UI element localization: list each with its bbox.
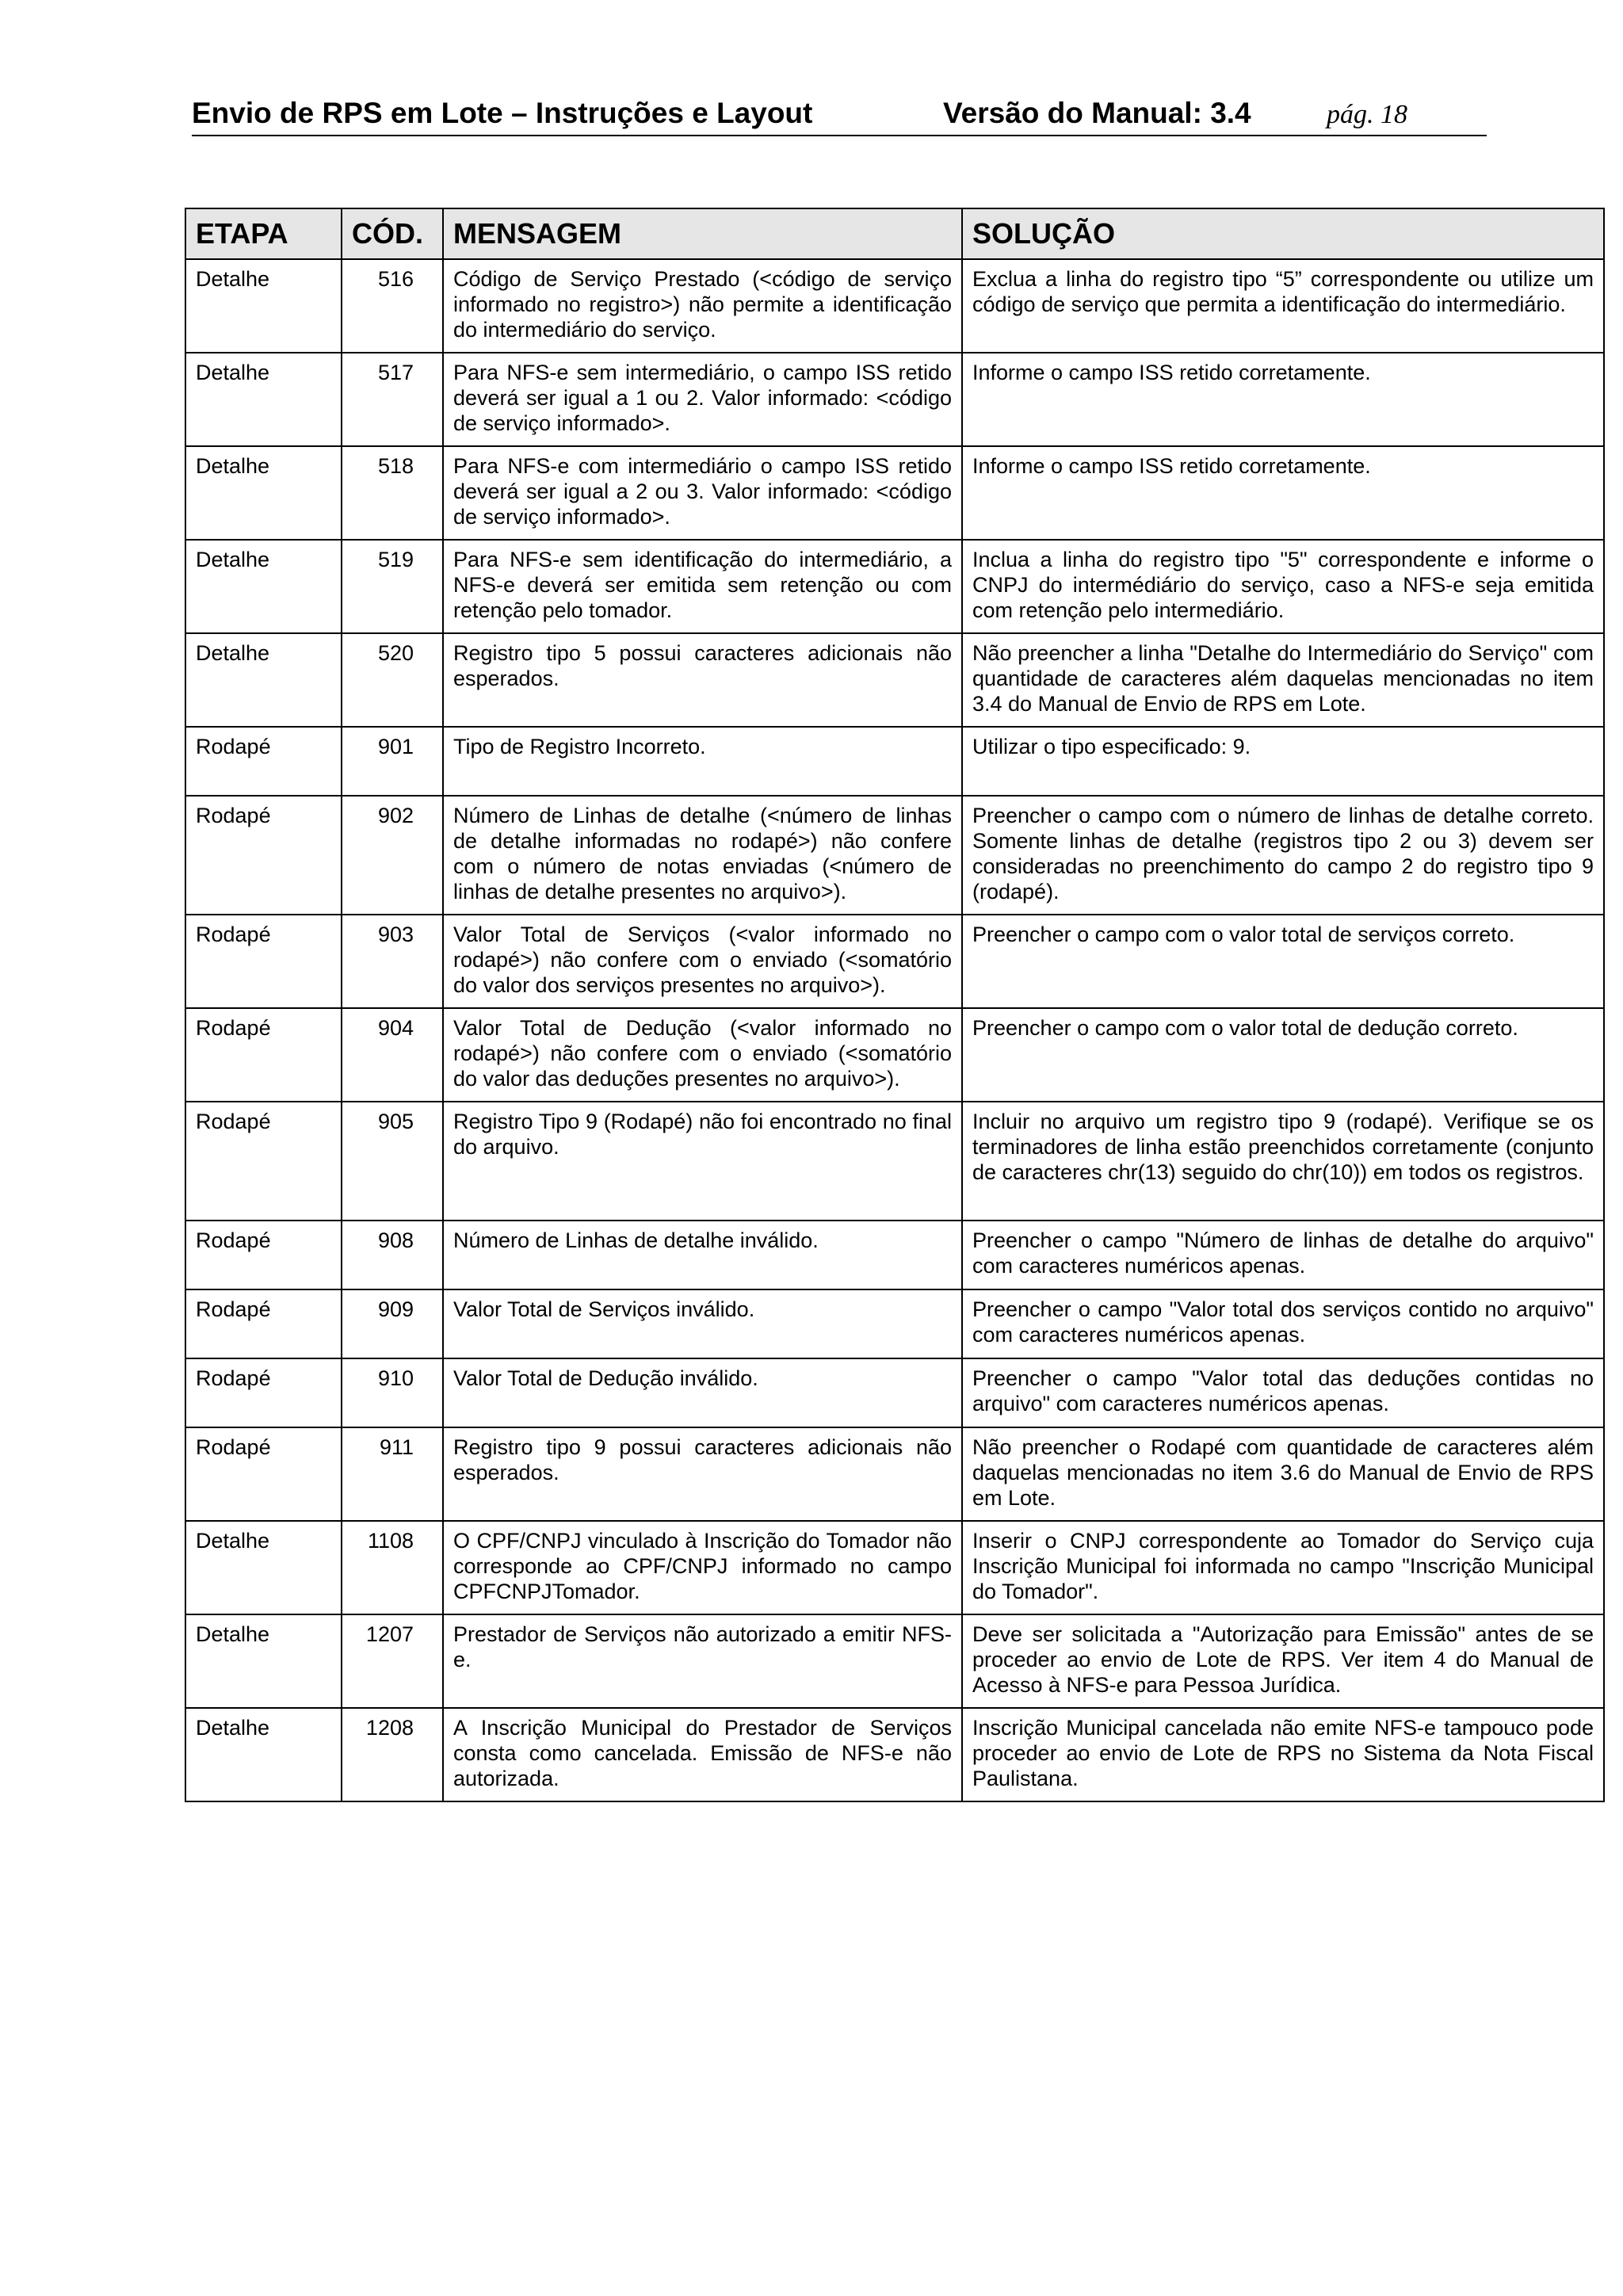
cell-etapa: Rodapé [185, 1427, 342, 1521]
cell-solucao: Preencher o campo "Número de linhas de detalhe do arquivo" com caracteres numéricos apenas. [962, 1221, 1604, 1289]
table-row [185, 796, 1604, 915]
cell-mensagem: Valor Total de Dedução inválido. [443, 1358, 962, 1427]
cell-cod: 901 [342, 727, 443, 796]
cell-mensagem: A Inscrição Municipal do Prestador de Serviços consta como cancelada. Emissão de NFS-e não autorizada. [443, 1708, 962, 1801]
cell-etapa: Detalhe [185, 259, 342, 353]
cell-cod: 1108 [342, 1521, 443, 1614]
cell-solucao: Preencher o campo com o valor total de serviços correto. [962, 915, 1604, 1008]
table-row [185, 446, 1604, 540]
cell-etapa: Detalhe [185, 633, 342, 727]
cell-solucao: Preencher o campo com o valor total de dedução correto. [962, 1008, 1604, 1102]
cell-cod: 903 [342, 915, 443, 1008]
table-row [185, 1221, 1604, 1289]
cell-solucao: Inscrição Municipal cancelada não emite NFS-e tampouco pode proceder ao envio de Lote de RPS no Sistema da Nota Fiscal Paulistana. [962, 1708, 1604, 1801]
table-header-row [185, 208, 1604, 259]
cell-etapa: Detalhe [185, 1521, 342, 1614]
column-header-etapa: ETAPA [185, 208, 342, 259]
table-row [185, 1289, 1604, 1358]
cell-cod: 902 [342, 796, 443, 915]
table-row [185, 1008, 1604, 1102]
cell-etapa: Detalhe [185, 1614, 342, 1708]
cell-solucao: Deve ser solicitada a "Autorização para Emissão" antes de se proceder ao envio de Lote de RPS. Ver item 4 do Manual de Acesso à NFS-e para Pessoa Jurídica. [962, 1614, 1604, 1708]
table-row [185, 633, 1604, 727]
cell-solucao: Informe o campo ISS retido corretamente. [962, 446, 1604, 540]
cell-etapa: Rodapé [185, 1358, 342, 1427]
column-header-solucao: SOLUÇÃO [962, 208, 1604, 259]
cell-etapa: Rodapé [185, 727, 342, 796]
document-title: Envio de RPS em Lote – Instruções e Layout [192, 97, 813, 129]
cell-cod: 1208 [342, 1708, 443, 1801]
cell-solucao: Preencher o campo "Valor total dos serviços contido no arquivo" com caracteres numéricos apenas. [962, 1289, 1604, 1358]
table-row [185, 1427, 1604, 1521]
cell-etapa: Rodapé [185, 1221, 342, 1289]
column-header-cod: CÓD. [342, 208, 443, 259]
cell-solucao: Informe o campo ISS retido corretamente. [962, 353, 1604, 446]
cell-cod: 517 [342, 353, 443, 446]
cell-solucao: Inclua a linha do registro tipo "5" correspondente e informe o CNPJ do intermédiário do serviço, caso a NFS-e seja emitida com retenção pelo intermediário. [962, 540, 1604, 633]
cell-solucao: Exclua a linha do registro tipo “5” correspondente ou utilize um código de serviço que permita a identificação do intermediário. [962, 259, 1604, 353]
table-row [185, 259, 1604, 353]
cell-solucao: Utilizar o tipo especificado: 9. [962, 727, 1604, 796]
table-row [185, 1358, 1604, 1427]
cell-etapa: Detalhe [185, 353, 342, 446]
cell-cod: 911 [342, 1427, 443, 1521]
cell-etapa: Rodapé [185, 796, 342, 915]
manual-version: Versão do Manual: 3.4 [943, 97, 1251, 129]
table-row [185, 1708, 1604, 1801]
cell-solucao: Não preencher o Rodapé com quantidade de caracteres além daquelas mencionadas no item 3.6 do Manual de Envio de RPS em Lote. [962, 1427, 1604, 1521]
cell-etapa: Detalhe [185, 1708, 342, 1801]
table-row [185, 727, 1604, 796]
cell-cod: 518 [342, 446, 443, 540]
cell-mensagem: Para NFS-e com intermediário o campo ISS retido deverá ser igual a 2 ou 3. Valor informado: <código de serviço informado>. [443, 446, 962, 540]
cell-etapa: Rodapé [185, 1008, 342, 1102]
cell-etapa: Detalhe [185, 540, 342, 633]
cell-mensagem: Para NFS-e sem identificação do intermediário, a NFS-e deverá ser emitida sem retenção ou com retenção pelo tomador. [443, 540, 962, 633]
cell-cod: 910 [342, 1358, 443, 1427]
cell-solucao: Preencher o campo com o número de linhas de detalhe correto. Somente linhas de detalhe (registros tipo 2 ou 3) devem ser consideradas no preenchimento do campo 2 do registro tipo 9 (rodapé). [962, 796, 1604, 915]
cell-solucao: Inserir o CNPJ correspondente ao Tomador do Serviço cuja Inscrição Municipal foi informada no campo "Inscrição Municipal do Tomador". [962, 1521, 1604, 1614]
cell-mensagem: Valor Total de Serviços inválido. [443, 1289, 962, 1358]
cell-mensagem: Para NFS-e sem intermediário, o campo ISS retido deverá ser igual a 1 ou 2. Valor informado: <código de serviço informado>. [443, 353, 962, 446]
table-row [185, 1521, 1604, 1614]
cell-etapa: Rodapé [185, 1289, 342, 1358]
table-row [185, 540, 1604, 633]
cell-cod: 520 [342, 633, 443, 727]
cell-mensagem: Prestador de Serviços não autorizado a emitir NFS-e. [443, 1614, 962, 1708]
table-row [185, 1614, 1604, 1708]
cell-cod: 909 [342, 1289, 443, 1358]
table-row [185, 915, 1604, 1008]
cell-etapa: Rodapé [185, 915, 342, 1008]
page-header [192, 94, 1487, 136]
cell-cod: 904 [342, 1008, 443, 1102]
error-codes-table [185, 208, 1605, 1802]
cell-cod: 1207 [342, 1614, 443, 1708]
table-row [185, 353, 1604, 446]
cell-cod: 516 [342, 259, 443, 353]
cell-mensagem: Número de Linhas de detalhe inválido. [443, 1221, 962, 1289]
table-row [185, 1102, 1604, 1221]
cell-mensagem: Valor Total de Dedução (<valor informado no rodapé>) não confere com o enviado (<somatório do valor das deduções presentes no arquivo>). [443, 1008, 962, 1102]
cell-cod: 908 [342, 1221, 443, 1289]
cell-mensagem: Código de Serviço Prestado (<código de serviço informado no registro>) não permite a identificação do intermediário do serviço. [443, 259, 962, 353]
cell-mensagem: O CPF/CNPJ vinculado à Inscrição do Tomador não corresponde ao CPF/CNPJ informado no campo CPFCNPJTomador. [443, 1521, 962, 1614]
cell-mensagem: Registro Tipo 9 (Rodapé) não foi encontrado no final do arquivo. [443, 1102, 962, 1221]
cell-mensagem: Número de Linhas de detalhe (<número de linhas de detalhe informadas no rodapé>) não confere com o número de notas enviadas (<número de linhas de detalhe presentes no arquivo>). [443, 796, 962, 915]
cell-solucao: Incluir no arquivo um registro tipo 9 (rodapé). Verifique se os terminadores de linha estão preenchidos corretamente (conjunto de caracteres chr(13) seguido do chr(10)) em todos os registros. [962, 1102, 1604, 1221]
cell-mensagem: Tipo de Registro Incorreto. [443, 727, 962, 796]
cell-mensagem: Valor Total de Serviços (<valor informado no rodapé>) não confere com o enviado (<somatório do valor dos serviços presentes no arquivo>). [443, 915, 962, 1008]
cell-solucao: Preencher o campo "Valor total das deduções contidas no arquivo" com caracteres numéricos apenas. [962, 1358, 1604, 1427]
cell-etapa: Rodapé [185, 1102, 342, 1221]
cell-mensagem: Registro tipo 5 possui caracteres adicionais não esperados. [443, 633, 962, 727]
cell-mensagem: Registro tipo 9 possui caracteres adicionais não esperados. [443, 1427, 962, 1521]
cell-etapa: Detalhe [185, 446, 342, 540]
column-header-mensagem: MENSAGEM [443, 208, 962, 259]
page-number: pág. 18 [1327, 100, 1407, 129]
cell-cod: 519 [342, 540, 443, 633]
cell-cod: 905 [342, 1102, 443, 1221]
cell-solucao: Não preencher a linha "Detalhe do Intermediário do Serviço" com quantidade de caracteres além daquelas mencionadas no item 3.4 do Manual de Envio de RPS em Lote. [962, 633, 1604, 727]
